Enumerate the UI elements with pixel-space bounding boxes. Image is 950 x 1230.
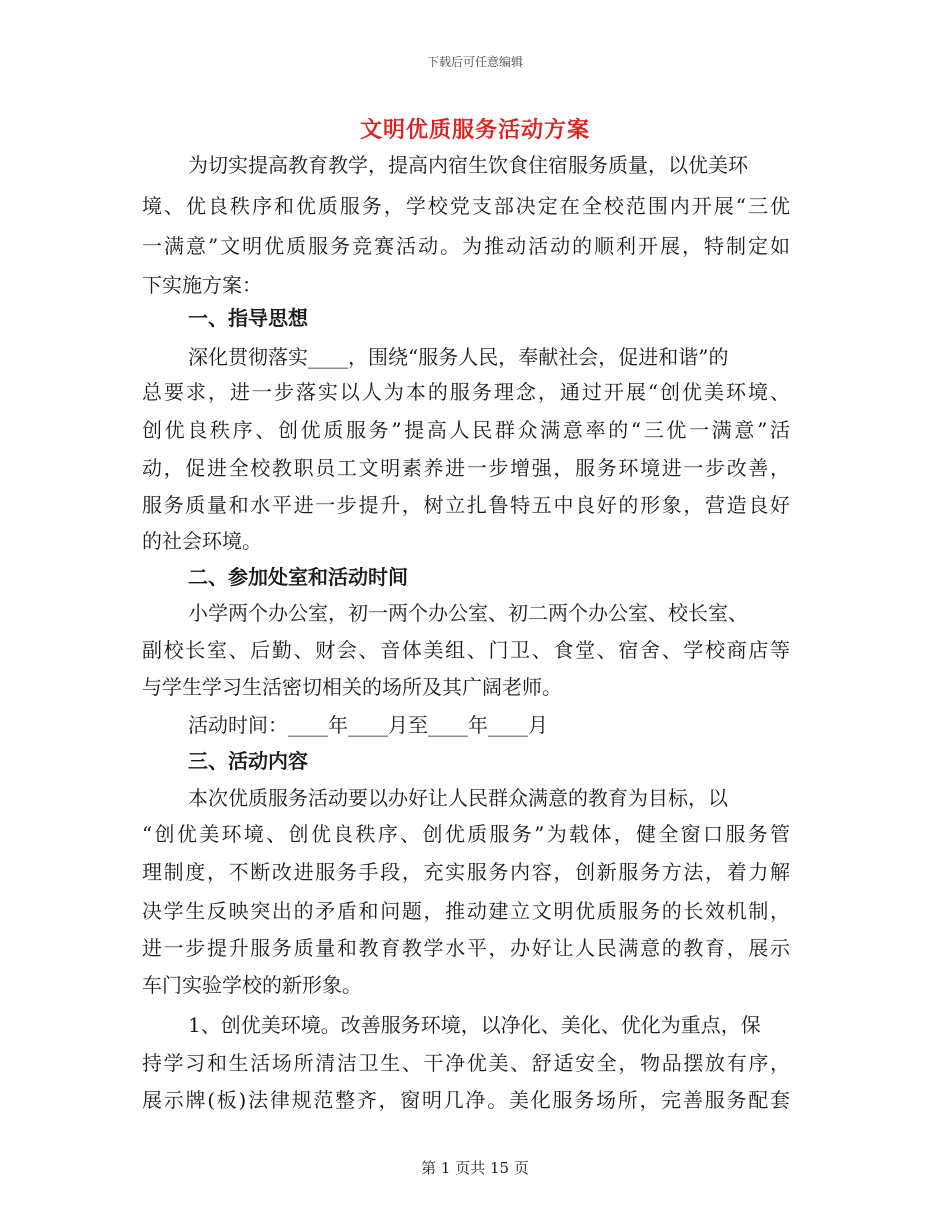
section-heading: 二、参加处室和活动时间 [188, 565, 408, 589]
paragraph-line: 车门实验学校的新形象。 [142, 973, 362, 997]
section-heading: 一、指导思想 [188, 306, 308, 330]
item-line: 持学习和生活场所清洁卫生、干净优美、舒适安全，物品摆放有序， [142, 1051, 790, 1075]
paragraph-line: 小学两个办公室，初一两个办公室、初二两个办公室、校长室、 [188, 601, 748, 625]
section-heading: 三、活动内容 [188, 749, 308, 773]
paragraph-line: 深化贯彻落实____，围绕“服务人民，奉献社会，促进和谐”的 [188, 345, 729, 369]
intro-line: 境、优良秩序和优质服务，学校党支部决定在全校范围内开展“三优 [142, 194, 790, 218]
paragraph-line: 动，促进全校教职员工文明素养进一步增强，服务环境进一步改善， [142, 456, 790, 480]
header-note: 下载后可任意编辑 [426, 55, 523, 69]
intro-line: 为切实提高教育教学，提高内宿生饮食住宿服务质量，以优美环 [188, 153, 748, 177]
intro-line: 一满意”文明优质服务竞赛活动。为推动活动的顺利开展，特制定如 [142, 234, 790, 258]
paragraph-line: 总要求，进一步落实以人为本的服务理念，通过开展“创优美环境、 [142, 380, 790, 404]
paragraph-line: 决学生反映突出的矛盾和问题，推动建立文明优质服务的长效机制， [142, 899, 790, 923]
paragraph-line: 副校长室、后勤、财会、音体美组、门卫、食堂、宿舍、学校商店等 [142, 638, 790, 662]
paragraph-line: 与学生学习生活密切相关的场所及其广阔老师。 [142, 675, 562, 699]
item-line: 1、创优美环境。改善服务环境，以净化、美化、优化为重点，保 [188, 1013, 761, 1037]
activity-time: 活动时间：____年____月至____年____月 [188, 713, 548, 737]
paragraph-line: 进一步提升服务质量和教育教学水平，办好让人民满意的教育，展示 [142, 936, 790, 960]
page-footer: 第 1 页共 15 页 [421, 1159, 529, 1177]
paragraph-line: 服务质量和水平进一步提升，树立扎鲁特五中良好的形象，营造良好 [142, 493, 790, 517]
paragraph-line: 创优良秩序、创优质服务”提高人民群众满意率的“三优一满意”活 [142, 418, 790, 442]
intro-line: 下实施方案： [142, 273, 262, 297]
document-title: 文明优质服务活动方案 [359, 117, 590, 143]
paragraph-line: 的社会环境。 [142, 529, 262, 553]
paragraph-line: 本次优质服务活动要以办好让人民群众满意的教育为目标，以 [188, 786, 728, 810]
paragraph-line: 理制度，不断改进服务手段，充实服务内容，创新服务方法，着力解 [142, 860, 790, 884]
item-line: 展示牌(板)法律规范整齐，窗明几净。美化服务场所，完善服务配套 [142, 1088, 790, 1112]
paragraph-line: “创优美环境、创优良秩序、创优质服务”为载体，健全窗口服务管 [142, 822, 790, 846]
